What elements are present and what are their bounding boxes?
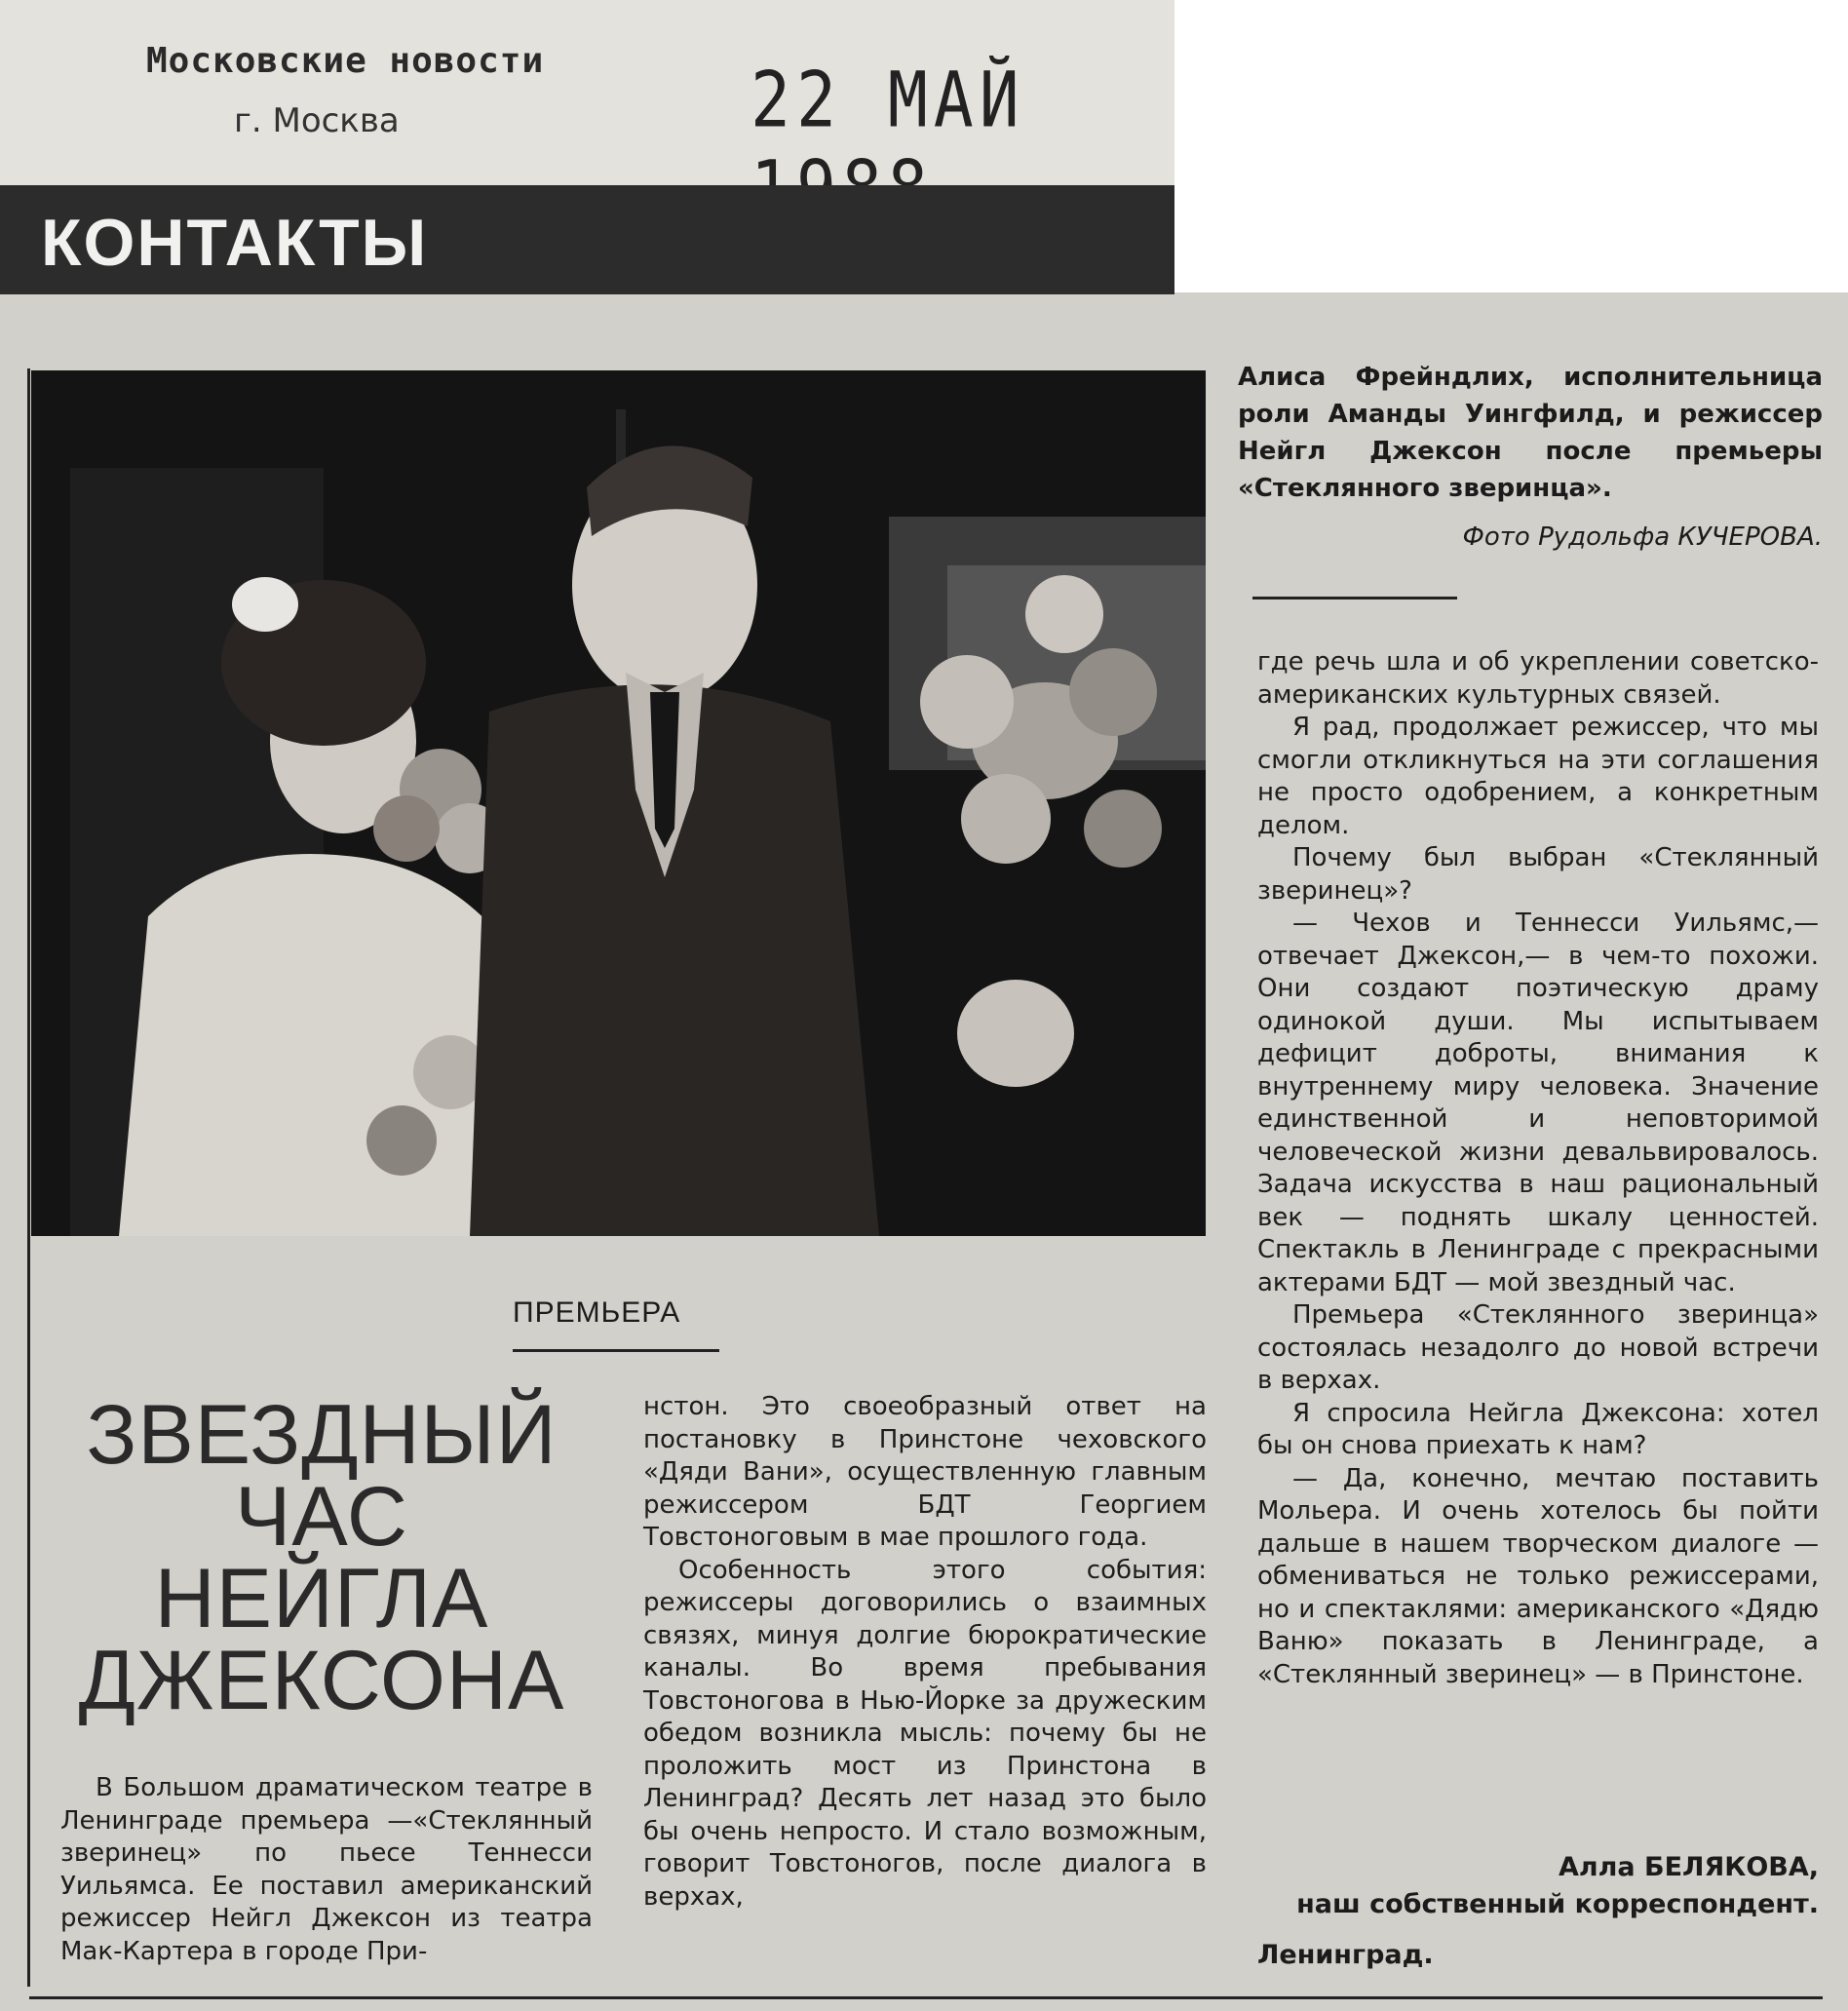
bottom-rule (29, 1996, 1823, 1999)
headline-line: ДЖЕКСОНА (78, 1634, 565, 1727)
news-photo (31, 370, 1206, 1236)
article-paragraph: нстон. Это своеобразный ответ на постановку в Принстоне чеховского «Дяди Вани», осуществленную главным режиссером БДТ Георгием Товстоноговым в мае прошлого года. (643, 1392, 1207, 1552)
article-column-3 (1257, 646, 1819, 1691)
rubric-bar (0, 185, 1174, 294)
article-paragraph: — Да, конечно, мечтаю поставить Мольера. И очень хотелось бы пойти дальше в нашем творческом диалоге — обмениваться не только режиссерами, но и спектаклями: американского «Дядю Ваню» показать в Ленинграде, а «Стеклянный зверинец» — в Принстоне. (1257, 1463, 1819, 1689)
headline-line: ЧАС (235, 1470, 408, 1564)
article-paragraph: где речь шла и об укреплении советско-американских культурных связей. (1257, 647, 1819, 710)
rubric-title: КОНТАКТЫ (41, 206, 429, 280)
article-paragraph: Почему был выбран «Стеклянный зверинец»? (1257, 843, 1819, 906)
article-paragraph: Я спросила Нейгла Джексона: хотел бы он снова приехать к нам? (1257, 1398, 1819, 1460)
article-column-2 (643, 1391, 1207, 1914)
photo-credit: Фото Рудольфа КУЧЕРОВА. (1462, 522, 1823, 552)
article-column-1 (60, 1772, 593, 1968)
author-name: Алла БЕЛЯКОВА, (1558, 1852, 1819, 1882)
left-border-line (27, 368, 30, 1987)
stamp-city: г. Москва (234, 101, 400, 140)
photo-caption: Алиса Фрейндлих, исполнительница роли Аманды Уингфилд, и режиссер Нейгл Джексон после премьеры «Стеклянного зверинца». (1238, 363, 1823, 503)
headline-line: НЕЙГЛА (154, 1552, 489, 1645)
clipping-top (0, 0, 1174, 292)
kicker-underline (513, 1349, 719, 1352)
author-place: Ленинград. (1257, 1940, 1434, 1970)
article-paragraph: Премьера «Стеклянного зверинца» состоялась незадолго до новой встречи в верхах. (1257, 1300, 1819, 1395)
article-paragraph: Я рад, продолжает режиссер, что мы смогли откликнуться на эти соглашения не просто одобрением, а конкретным делом. (1257, 713, 1819, 840)
caption-separator (1252, 597, 1457, 599)
stamp-newspaper-name: Московские новости (146, 41, 545, 81)
kicker: ПРЕМЬЕРА (513, 1296, 681, 1329)
photo-illustration (31, 370, 1206, 1236)
author-role: наш собственный корреспондент. (1296, 1889, 1819, 1919)
headline (58, 1388, 585, 1727)
article-paragraph: В Большом драматическом театре в Ленинграде премьера —«Стеклянный зверинец» по пьесе Теннесси Уильямса. Ее поставил американский режиссер Нейгл Джексон из театра Мак-Картера в городе При- (60, 1773, 593, 1966)
stamp-date: 22 МАЙ (751, 57, 1025, 145)
article-paragraph: — Чехов и Теннесси Уильямс,— отвечает Джексон,— в чем-то похожи. Они создают поэтическую драму одинокой души. Мы испытываем дефицит доброты, внимания к внутреннему миру человека. Значение единственной и неповторимой человеческой жизни девальвировалось. Задача искусства в наш рациональный век — поднять шкалу ценностей. Спектакль в Ленинграде с прекрасными актерами БДТ — мой звездный час. (1257, 909, 1819, 1297)
article-paragraph: Особенность этого события: режиссеры договорились о взаимных связях, минуя долгие бюрократические каналы. Во время пребывания Товстоногова в Нью-Йорке за дружеским обедом возникла мысль: почему бы не проложить мост из Принстона в Ленинград? Десять лет назад это было бы очень непросто. И стало возможным, говорит Товстоногов, после диалога в верхах, (643, 1555, 1207, 1912)
headline-line: ЗВЕЗДНЫЙ (86, 1388, 558, 1482)
